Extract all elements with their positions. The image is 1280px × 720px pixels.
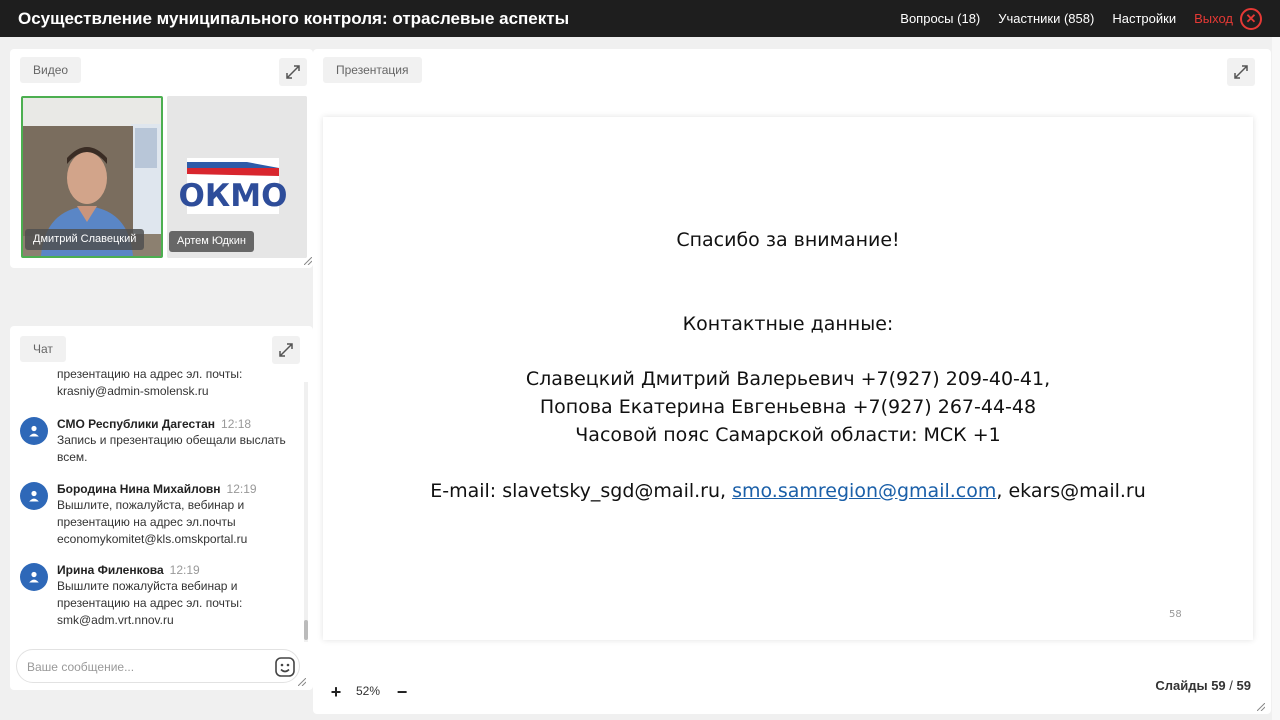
presentation-footer [313, 677, 1271, 707]
zoom-level: 52% [356, 684, 381, 698]
participant-name: Дмитрий Славецкий [25, 229, 144, 250]
chat-scroll-thumb[interactable] [304, 620, 308, 640]
video-tile-speaker[interactable] [21, 96, 163, 258]
user-avatar-icon [20, 563, 48, 591]
slide-timezone: Часовой пояс Самарской области: МСК +1 [575, 424, 1001, 446]
expand-icon [1234, 65, 1248, 79]
video-tab[interactable]: Видео [20, 57, 81, 83]
slide-contact-2: Попова Екатерина Евгеньевна +7(927) 267-44-48 [539, 396, 1037, 418]
chat-panel [10, 326, 313, 690]
close-circle-icon: ✕ [1240, 8, 1262, 30]
message-text: презентацию на адрес эл. почты: krasniy@admin-smolensk.ru [57, 367, 243, 398]
chat-message-list[interactable] [20, 366, 302, 636]
email-prefix: E-mail: slavetsky_sgd@mail.ru, [430, 480, 733, 502]
video-tile-participant[interactable] [167, 96, 307, 258]
slide-contacts-title: Контактные данные: [682, 313, 894, 335]
message-text: Вышлите пожалуйста вебинар и презентацию на адрес эл. почты: smk@adm.vrt.nnov.ru [57, 579, 243, 627]
expand-video-button[interactable] [279, 58, 307, 86]
message-author: Ирина Филенкова [57, 563, 164, 577]
message-time: 12:19 [169, 563, 200, 577]
resize-handle-icon[interactable] [1257, 703, 1265, 711]
emoji-icon[interactable] [274, 656, 296, 678]
user-avatar-icon [20, 482, 48, 510]
slide-thanks-text: Спасибо за внимание! [676, 229, 900, 251]
video-panel [10, 49, 313, 268]
message-author: Бородина Нина Михайловн [57, 482, 221, 496]
slides-label: Слайды [1155, 678, 1208, 693]
slide-email-line [323, 480, 1253, 502]
slide-page-number: 58 [1169, 609, 1182, 620]
total-slides: 59 [1236, 678, 1251, 693]
message-author: СМО Республики Дагестан [57, 417, 216, 431]
exit-label: Выход [1194, 11, 1233, 26]
message-input[interactable] [27, 657, 257, 677]
slide-separator: / [1229, 678, 1233, 693]
chat-scrollbar[interactable] [304, 382, 308, 642]
webinar-title: Осуществление муниципального контроля: отраслевые аспекты [18, 8, 570, 28]
okmo-logo-text: ОКМО [178, 178, 288, 214]
settings-button[interactable]: Настройки [1112, 11, 1177, 26]
zoom-out-button[interactable]: − [396, 682, 408, 702]
message-text: Вышлите, пожалуйста, вебинар и презентацию на адрес эл.почты economykomitet@kls.omskportal.ru [57, 498, 248, 546]
zoom-in-button[interactable]: + [330, 682, 342, 702]
top-nav [900, 8, 1262, 30]
email-suffix: , ekars@mail.ru [996, 480, 1146, 502]
slide-contact-1: Славецкий Дмитрий Валерьевич +7(927) 209-40-41, [525, 368, 1051, 390]
top-bar [0, 0, 1280, 37]
expand-presentation-button[interactable] [1227, 58, 1255, 86]
user-avatar-icon [20, 417, 48, 445]
email-link[interactable]: smo.samregion@gmail.com [732, 480, 997, 502]
message-time: 12:18 [221, 417, 252, 431]
presentation-tab[interactable]: Презентация [323, 57, 422, 83]
page-scrollbar[interactable] [1272, 37, 1280, 720]
presentation-slide [323, 117, 1253, 640]
participant-name: Артем Юдкин [169, 231, 254, 252]
message-text: Запись и презентацию обещали выслать всем. [57, 433, 286, 464]
exit-button[interactable] [1194, 8, 1262, 30]
presentation-panel [313, 49, 1271, 714]
resize-handle-icon[interactable] [298, 678, 306, 686]
participants-button[interactable]: Участники (858) [998, 11, 1095, 26]
questions-button[interactable]: Вопросы (18) [900, 11, 981, 26]
message-input-box [16, 649, 300, 683]
slide-counter [1155, 678, 1251, 693]
chat-tab[interactable]: Чат [20, 336, 66, 362]
resize-handle-icon[interactable] [304, 257, 312, 265]
expand-chat-button[interactable] [272, 336, 300, 364]
message-time: 12:19 [226, 482, 257, 496]
expand-icon [279, 343, 293, 357]
current-slide: 59 [1211, 678, 1226, 693]
expand-icon [286, 65, 300, 79]
